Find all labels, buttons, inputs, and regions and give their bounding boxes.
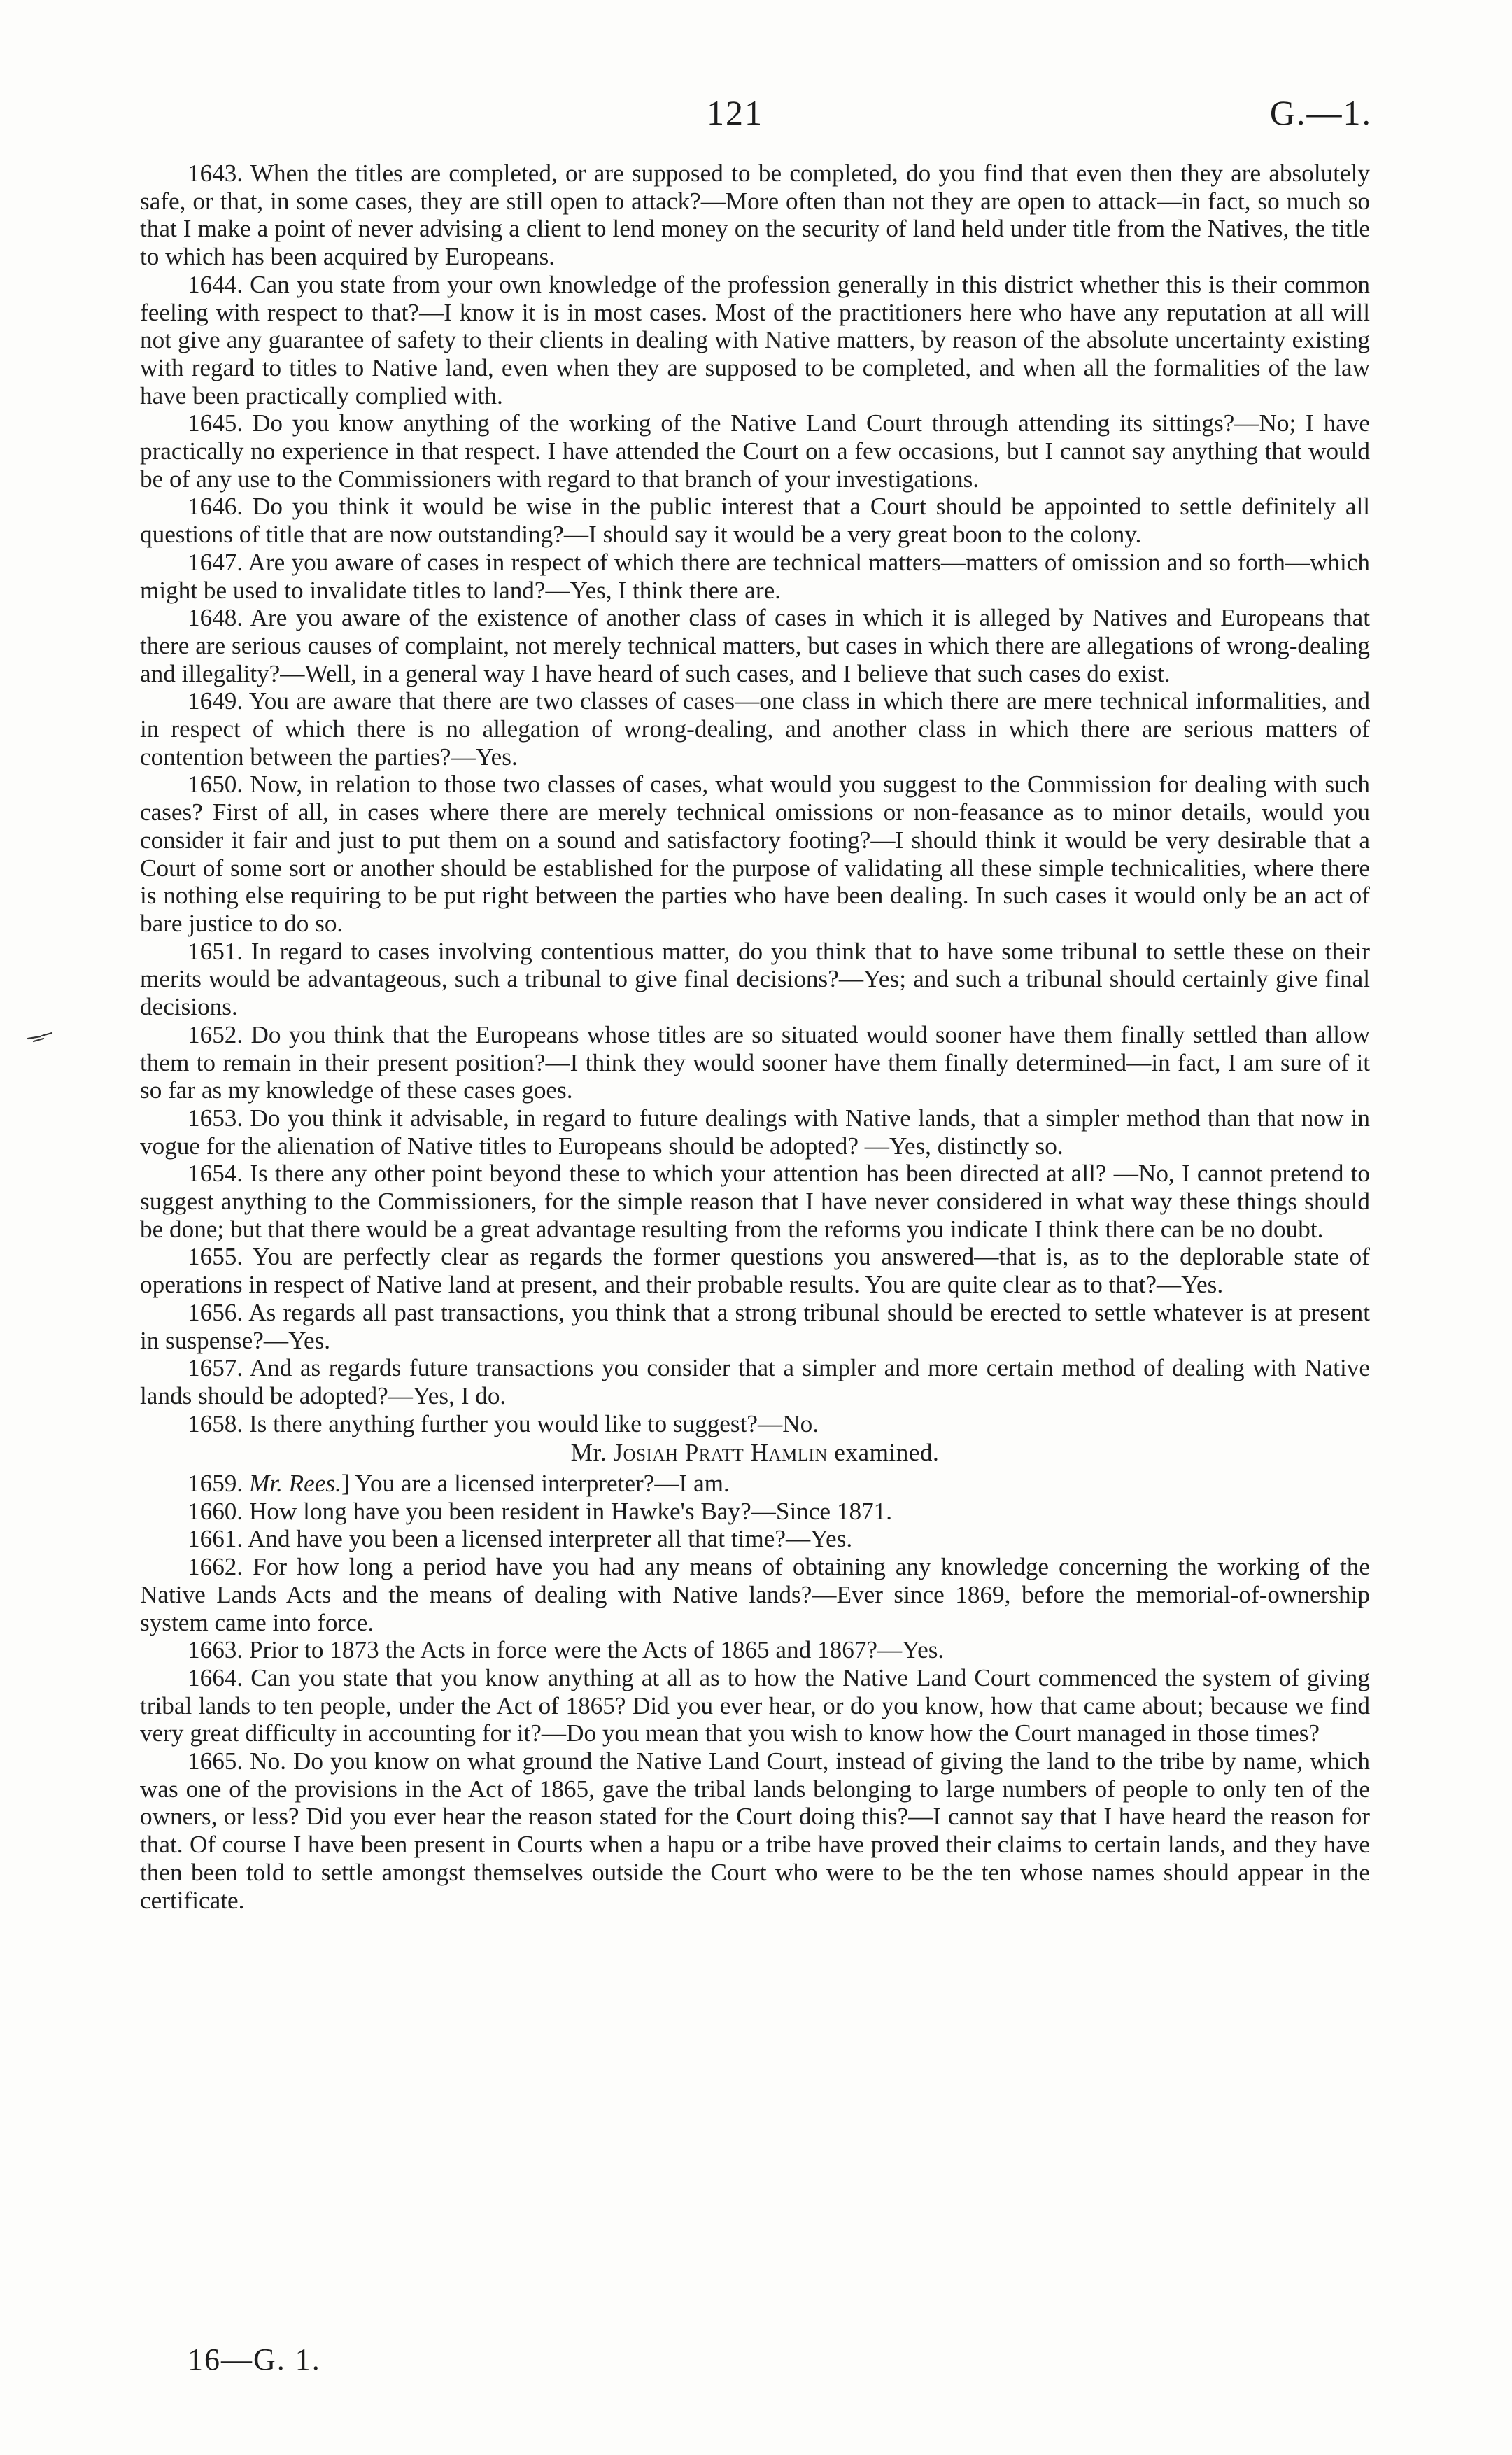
witness-examined: examined. xyxy=(827,1439,940,1467)
question-1647: 1647. Are you aware of cases in respect of which there are technical matters—matters of omission and so forth—which might be used to invalidate titles to land?—Yes, I think there are. xyxy=(140,548,1370,604)
witness-title: Mr. xyxy=(570,1439,614,1467)
page-number: 121 xyxy=(707,93,763,132)
testimony-body xyxy=(140,160,1370,1914)
question-1660: 1660. How long have you been resident in Hawke's Bay?—Since 1871. xyxy=(188,1497,893,1525)
question-1661: 1661. And have you been a licensed interpreter all that time?—Yes. xyxy=(188,1525,853,1553)
question-1655: 1655. You are perfectly clear as regards the former questions you answered—that is, as to the deplorable state of operations in respect of Native land at present, and their probable results. You are quite clear as to that?—Yes. xyxy=(140,1243,1370,1299)
question-1652: 1652. Do you think that the Europeans whose titles are so situated would sooner have them finally settled than allow them to remain in their present position?—I think they would sooner have them finally determined—in fact, I am sure of it so far as my knowledge of these cases goes. xyxy=(140,1020,1370,1104)
question-1649: 1649. You are aware that there are two classes of cases—one class in which there are mere technical informalities, and in respect of which there is no allegation of wrong-dealing, and another class in which there are serious matters of contention between the parties?—Yes. xyxy=(140,687,1370,771)
question-1654: 1654. Is there any other point beyond these to which your attention has been directed at all? —No, I cannot pretend to suggest anything to the Commissioners, for the simple reason that I have never considered in what way these things should be done; but that there would be a great advantage resulting from the reforms you indicate I think there can be no doubt. xyxy=(140,1160,1370,1243)
witness-name: Josiah Pratt Hamlin xyxy=(613,1439,828,1467)
question-1650: 1650. Now, in relation to those two classes of cases, what would you suggest to the Commission for dealing with such cases? First of all, in cases where there are merely technical omissions or non-feasance as to minor details, would you consider it fair and just to put them on a sound and satisfactory footing?—I should think it would be very desirable that a Court of some sort or another should be established for the purpose of validating all these simple technicalities, where there is nothing else requiring to be put right between the parties who have been dealing. In such cases it would only be an act of bare justice to do so. xyxy=(140,771,1370,937)
page-header xyxy=(0,92,1512,141)
question-1643: 1643. When the titles are completed, or are supposed to be completed, do you find that even then they are absolutely safe, or that, in some cases, they are still open to attack?—More often than not they are open to attack—in fact, so much so that I make a point of never advising a client to lend money on the security of land held under title from the Natives, the title to which has been acquired by Europeans. xyxy=(140,160,1370,271)
question-1658: 1658. Is there anything further you would like to suggest?—No. xyxy=(188,1409,819,1437)
question-1662: 1662. For how long a period have you had any means of obtaining any knowledge concerning the working of the Native Lands Acts and the means of dealing with Native lands?—Ever since 1869, before the memorial-of-ownership system came into force. xyxy=(140,1553,1370,1636)
signature-mark: 16—G. 1. xyxy=(188,2342,321,2377)
question-1656: 1656. As regards all past transactions, you think that a strong tribunal should be erected to settle whatever is at present in suspense?—Yes. xyxy=(140,1298,1370,1354)
question-1653: 1653. Do you think it advisable, in regard to future dealings with Native lands, that a simpler method than that now in vogue for the alienation of Native titles to Europeans should be adopted? —Yes, distinctly so. xyxy=(140,1104,1370,1160)
question-1651: 1651. In regard to cases involving contentious matter, do you think that to have some tribunal to settle these on their merits would be advantageous, such a tribunal to give final decisions?—Yes; and such a tribunal should certainly give final decisions. xyxy=(140,937,1370,1021)
document-reference: G.—1. xyxy=(1269,93,1372,132)
question-1657: 1657. And as regards future transactions you consider that a simpler and more certain method of dealing with Native lands should be adopted?—Yes, I do. xyxy=(140,1354,1370,1409)
question-number: 1659. xyxy=(188,1470,249,1498)
question-1663: 1663. Prior to 1873 the Acts in force were the Acts of 1865 and 1867?—Yes. xyxy=(188,1636,945,1664)
speaker-name: Mr. Rees. xyxy=(248,1470,341,1498)
question-1659 xyxy=(140,1470,1370,1498)
question-1645: 1645. Do you know anything of the working of the Native Land Court through attending its sittings?—No; I have practically no experience in that respect. I have attended the Court on a few occasions, but I cannot say anything that would be of any use to the Commissioners with regard to that branch of your investigations. xyxy=(140,409,1370,493)
margin-pencil-mark xyxy=(27,1030,55,1044)
question-text: ] You are a licensed interpreter?—I am. xyxy=(341,1470,730,1498)
question-1644: 1644. Can you state from your own knowledge of the profession generally in this district whether this is their common feeling with respect to that?—I know it is in most cases. Most of the practitioners here who have any reputation at all will not give any guarantee of safety to their clients in dealing with Native matters, by reason of the absolute uncertainty existing with regard to titles to Native land, even when they are supposed to be completed, and when all the formalities of the law have been practically complied with. xyxy=(140,270,1370,409)
witness-heading xyxy=(140,1439,1370,1467)
question-1665: 1665. No. Do you know on what ground the Native Land Court, instead of giving the land to the tribe by name, which was one of the provisions in the Act of 1865, gave the tribal lands belonging to large numbers of people to only ten of the owners, or less? Did you ever hear the reason stated for the Court doing this?—I cannot say that I have heard the reason for that. Of course I have been present in Courts when a hapu or a tribe have proved their claims to certain lands, and they have then been told to settle amongst themselves outside the Court who were to be the ten whose names should appear in the certificate. xyxy=(140,1747,1370,1914)
question-1664: 1664. Can you state that you know anything at all as to how the Native Land Court commenced the system of giving tribal lands to ten people, under the Act of 1865? Did you ever hear, or do you know, how that came about; because we find very great difficulty in accounting for it?—Do you mean that you wish to know how the Court managed in those times? xyxy=(140,1663,1370,1747)
question-1648: 1648. Are you aware of the existence of another class of cases in which it is alleged by Natives and Europeans that there are serious causes of complaint, not merely technical matters, but cases in which there are allegations of wrong-dealing and illegality?—Well, in a general way I have heard of such cases, and I believe that such cases do exist. xyxy=(140,604,1370,687)
question-1646: 1646. Do you think it would be wise in the public interest that a Court should be appointed to settle definitely all questions of title that are now outstanding?—I should say it would be a very great boon to the colony. xyxy=(140,493,1370,549)
